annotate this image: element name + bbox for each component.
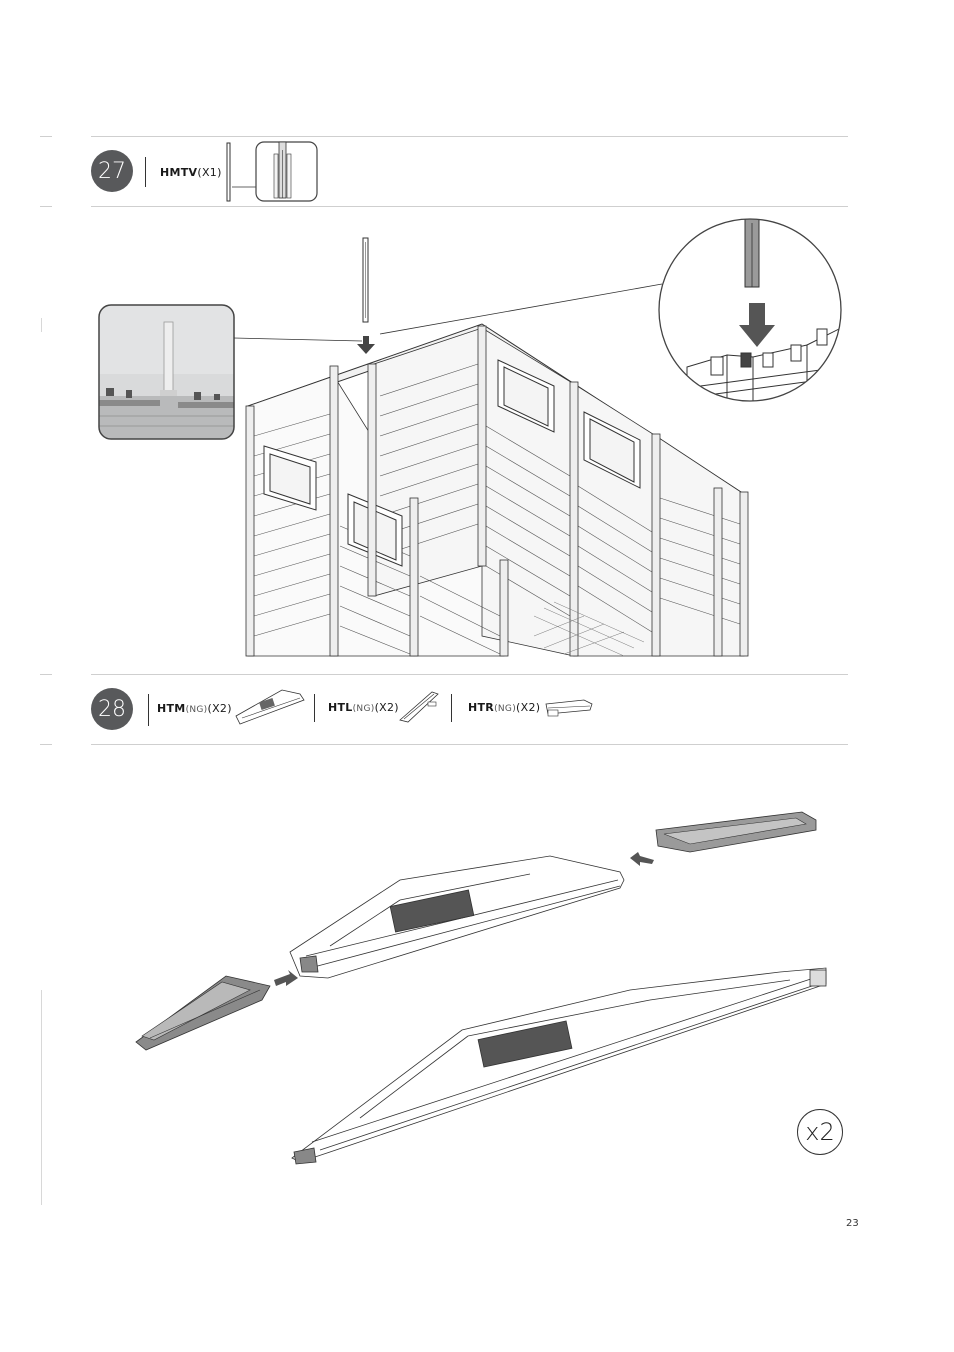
truss-assembly-illustration — [130, 800, 850, 1170]
part-qty: (X2) — [207, 702, 232, 715]
margin-side-line — [41, 318, 42, 332]
part-qty: (X1) — [197, 166, 222, 179]
truss-htl-icon — [398, 688, 440, 724]
pole-icon — [222, 140, 322, 206]
part-code-htm: HTM — [157, 702, 186, 715]
page-number: 23 — [846, 1218, 859, 1229]
step-27-part-label — [160, 166, 222, 179]
step-27-bottom-rule — [91, 206, 848, 207]
step-28-bottom-rule — [91, 744, 848, 745]
truss-htr-icon — [544, 696, 596, 720]
step-27-top-rule — [91, 136, 848, 137]
truss-htm-icon — [234, 686, 306, 726]
htm-piece — [290, 856, 624, 978]
step-28-part-htl — [328, 701, 399, 714]
margin-tick — [40, 206, 52, 207]
part-qual: (NG) — [494, 704, 517, 714]
photo-detail-icon — [98, 304, 235, 440]
step-27-number: 27 — [91, 150, 133, 192]
margin-tick — [40, 674, 52, 675]
part-qty: (X2) — [374, 701, 399, 714]
htr-piece — [656, 812, 816, 852]
step-28-number: 28 — [91, 688, 133, 730]
margin-tick — [40, 744, 52, 745]
step-28-part-htm — [157, 702, 232, 715]
step-28-part-htr — [468, 701, 540, 714]
part-qty: (X2) — [516, 701, 541, 714]
part-code-htr: HTR — [468, 701, 495, 714]
step-27-divider — [145, 157, 146, 187]
margin-tick — [40, 136, 52, 137]
down-arrow-icon — [357, 336, 375, 354]
part-qual: (NG) — [185, 705, 208, 715]
assembled-truss — [292, 968, 826, 1164]
pole-slot-detail-icon — [256, 142, 317, 201]
margin-side-line — [41, 990, 42, 1205]
step-28-divider — [451, 694, 452, 722]
part-code-htl: HTL — [328, 701, 353, 714]
htl-piece — [136, 976, 270, 1050]
part-code-hmtv: HMTV — [160, 166, 198, 179]
step-28-divider — [148, 694, 149, 726]
step-28-top-rule — [91, 674, 848, 675]
step-28-divider — [314, 694, 315, 722]
part-qual: (NG) — [352, 704, 375, 714]
zoom-detail-icon — [657, 217, 843, 403]
multiplier-badge: x2 — [797, 1109, 843, 1155]
